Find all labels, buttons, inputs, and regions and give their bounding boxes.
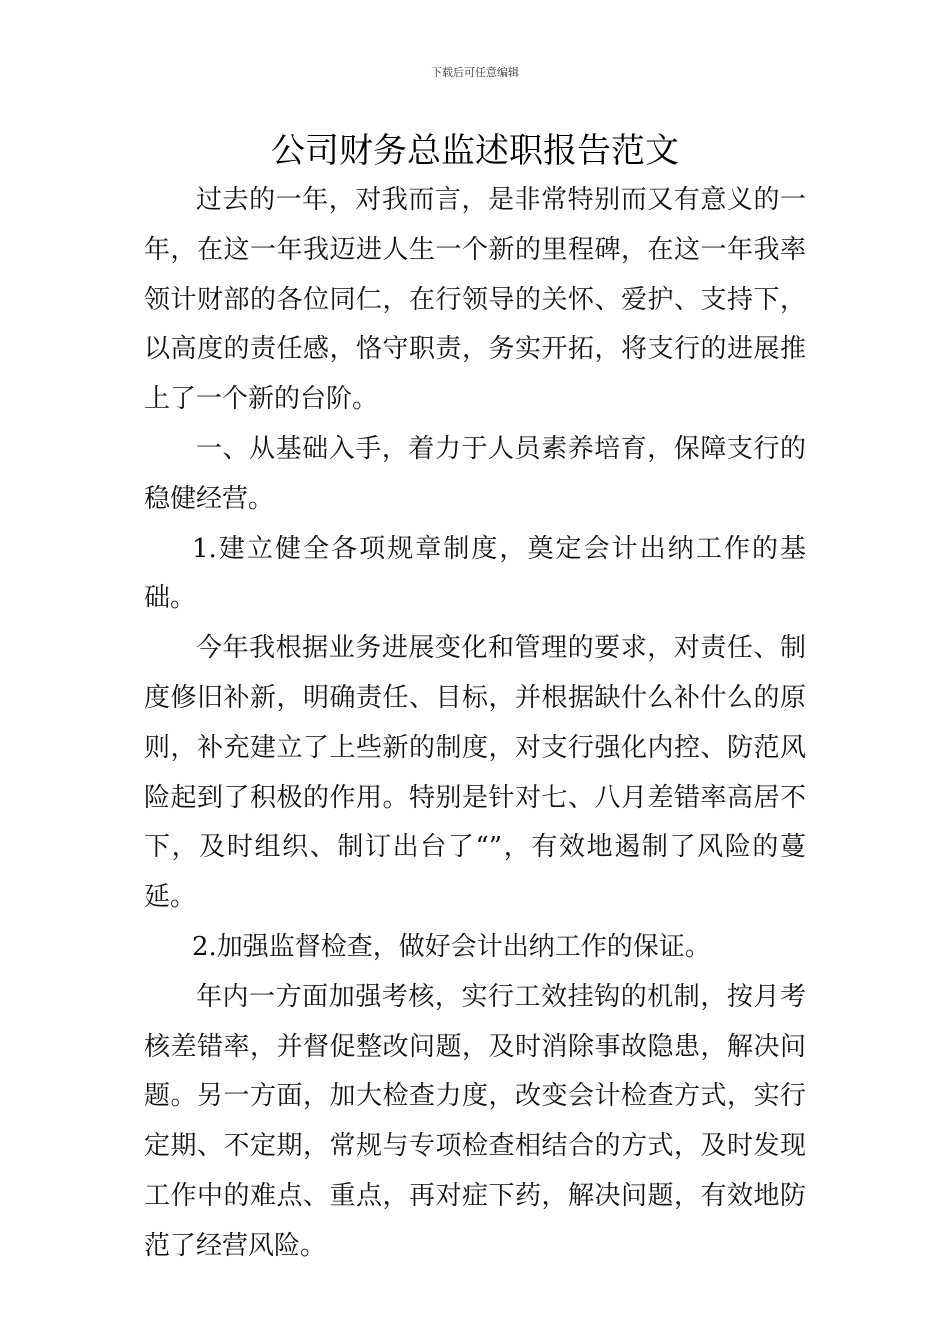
header-note: 下载后可任意编辑 — [431, 66, 519, 79]
paragraph-item-two-body: 年内一方面加强考核，实行工效挂钩的机制，按月考核差错率，并督促整改问题，及时消除事故隐患，解决问题。另一方面，加大检查力度，改变会计检查方式，实行定期、不定期，常规与专项检查相结合的方式，及时发现工作中的难点、重点，再对症下药，解决问题，有效地防范了经营风险。 — [144, 981, 806, 1261]
document-title: 公司财务总监述职报告范文 — [271, 131, 679, 171]
document-body — [144, 176, 806, 1272]
paragraph-item-one-heading: 1.建立健全各项规章制度，奠定会计出纳工作的基础。 — [144, 533, 806, 614]
paragraph-item-two-heading: 2.加强监督检查，做好会计出纳工作的保证。 — [192, 931, 711, 962]
paragraph-section-one-heading: 一、从基础入手，着力于人员素养培育，保障支行的稳健经营。 — [144, 433, 806, 514]
paragraph-item-one-body: 今年我根据业务进展变化和管理的要求，对责任、制度修旧补新，明确责任、目标，并根据缺什么补什么的原则，补充建立了上些新的制度，对支行强化内控、防范风险起到了积极的作用。特别是针对七、八月差错率高居不下，及时组织、制订出台了“”，有效地遏制了风险的蔓延。 — [144, 633, 806, 913]
paragraph-intro: 过去的一年，对我而言，是非常特别而又有意义的一年，在这一年我迈进人生一个新的里程碑，在这一年我率领计财部的各位同仁，在行领导的关怀、爱护、支持下，以高度的责任感，恪守职责，务实开拓，将支行的进展推上了一个新的台阶。 — [144, 185, 806, 415]
